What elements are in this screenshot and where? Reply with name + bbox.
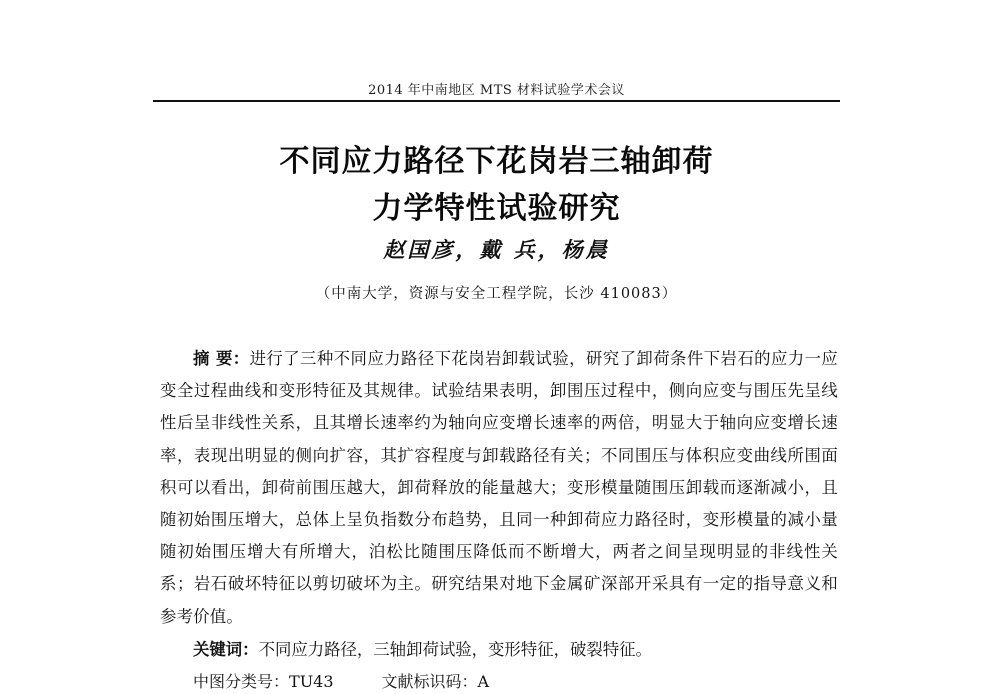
header-rule xyxy=(153,100,840,102)
classification-line xyxy=(193,670,838,694)
doc-code-label: 文献标识码： xyxy=(381,672,478,691)
abstract-paragraph xyxy=(160,343,838,633)
author-affiliation: （中南大学，资源与安全工程学院，长沙 410083） xyxy=(315,286,678,302)
paper-title-line-1: 不同应力路径下花岗岩三轴卸荷 xyxy=(279,144,714,179)
keywords-line xyxy=(193,634,838,666)
keywords-label: 关键词： xyxy=(193,640,259,659)
abstract-text: 进行了三种不同应力路径下花岗岩卸载试验，研究了卸荷条件下岩石的应力一应变全过程曲线和变形特征及其规律。试验结果表明，卸围压过程中，侧向应变与围压先呈线性后呈非线性关系，且其增长速率约为轴向应变增长速率的两倍，明显大于轴向应变增长速率，表现出明显的侧向扩容，其扩容程度与卸载路径有关；不同围压与体积应变曲线所围面积可以看出，卸荷前围压越大，卸荷释放的能量越大；变形模量随围压卸载而逐渐减小，且随初始围压增大，总体上呈负指数分布趋势，且同一种卸荷应力路径时，变形模量的减小量随初始围压增大有所增大，泊松比随围压降低而不断增大，两者之间呈现明显的非线性关系；岩石破坏特征以剪切破坏为主。研究结果对地下金属矿深部开采具有一定的指导意义和参考价值。 xyxy=(160,349,838,626)
clc-value: TU43 xyxy=(289,672,334,691)
doc-code-value: A xyxy=(477,672,490,691)
abstract-label: 摘 要： xyxy=(193,349,250,368)
keywords-text: 不同应力路径，三轴卸荷试验，变形特征，破裂特征。 xyxy=(258,640,652,659)
author-list: 赵国彦，戴 兵，杨晨 xyxy=(383,237,610,262)
running-header: 2014 年中南地区 MTS 材料试验学术会议 xyxy=(368,83,625,98)
clc-label: 中图分类号： xyxy=(193,672,290,691)
paper-title-line-2: 力学特性试验研究 xyxy=(372,191,621,226)
